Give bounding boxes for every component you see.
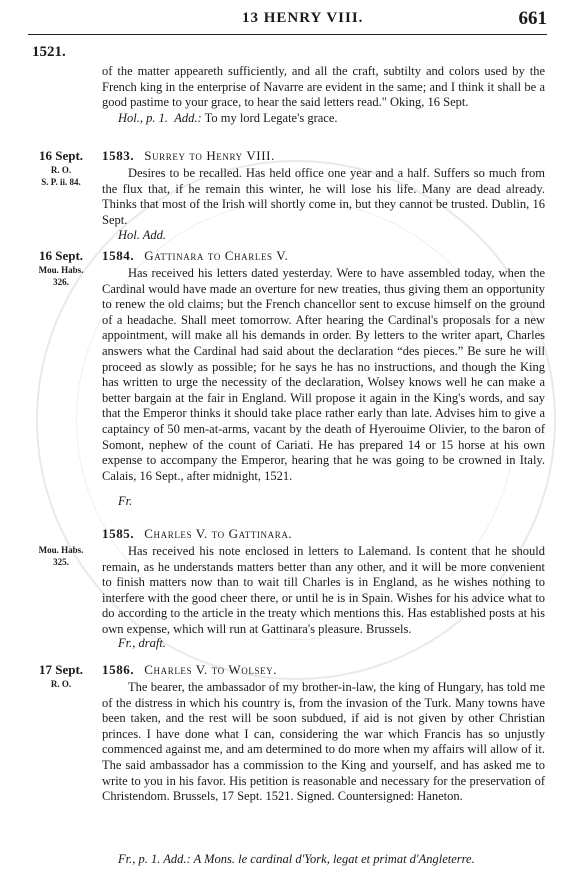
entry-heading xyxy=(102,148,275,164)
entry-source-ref: S. P. ii. 84. xyxy=(41,177,81,187)
entry-source: R. O. xyxy=(50,679,72,689)
entry-number: 1586. xyxy=(102,662,135,677)
entry-heading xyxy=(102,526,292,542)
continuation-text: of the matter appeareth sufficiently, and all the craft, subtilty and colors used by the French king in the enterprise of Navarre are evident in the same; and I think it shall be a good pastime to your grace, to hear the said letters read." Oking, 16 Sept. xyxy=(102,64,545,110)
entry-body: Has received his letters dated yesterday. Were to have assembled today, when the Cardinal would have made an overture for new treaties, thus giving them an opportunity to renew the old claims; but the French chancellor sent to excuse himself on the ground of a headache. Shall meet tomorrow. After hearing the Cardinal's proposals for a new appointment, will make all his demands in order. By letters to the writer apart, Charles answers what the Cardinal had said about the declaration “des pieces.” Be sure he will proceed as slowly as possible; for he says he has no instructions, and though the King has written to urge the necessity of the declaration, Wolsey knows well he can make a better bargain at the fair in England. Will propose it again in the King's words, and say that the Emperor thinks it should take place rather early than late. Advises him to give a captaincy of 50 men-at-arms, vacant by the death of Hyerouime Olivier, to the baron of Somont, nephew of the count of Cariati. He has prepared 14 or 15 horse at his own expense to accompany the Emperor, hearing that he was going to be crowned in Italy. Calais, 16 Sept., after midnight, 1521. xyxy=(102,266,545,483)
entry-footnote: Fr., p. 1. Add.: A Mons. le cardinal d'York, legat et primat d'Angleterre. xyxy=(118,852,475,866)
page-header xyxy=(0,0,567,34)
entry-source: Mou. Habs. xyxy=(38,545,84,555)
entry-number: 1583. xyxy=(102,148,135,163)
entry-title: Charles V. to Wolsey. xyxy=(144,662,278,677)
continuation-footnote xyxy=(118,111,338,127)
entry-source: Mou. Habs. xyxy=(38,265,84,275)
entry-body: The bearer, the ambassador of my brother-in-law, the king of Hungary, has told me of the distress in which his country is, from the invasion of the Turk. Many towns have been taken, and the rest will be soon subdued, if aid is not given by other Christian princes. I have done what I can, considering the war which Francis has so unjustly commenced against me, and am determined to do more when my affairs will allow of it. The said ambassador has a commission to the King and yourself, and has asked me to write to you in his favor. His petition is reasonable and necessary for the preservation of Christendom. Brussels, 17 Sept. 1521. Signed. Countersigned: Haneton. xyxy=(102,680,545,804)
entry-date: 17 Sept. xyxy=(38,662,84,677)
entry-source: R. O. xyxy=(50,165,72,175)
entry-heading xyxy=(102,662,277,678)
running-title: 13 HENRY VIII. xyxy=(242,10,364,26)
page-number: 661 xyxy=(518,8,547,29)
entry-number: 1584. xyxy=(102,248,135,263)
entry-body: Desires to be recalled. Has held office one year and a half. Suffers so much from the flux that, if he remain this winter, he will lose his life. Many are dead already. Thinks that most of the Irish will shortly come in, but they cannot be trusted. Dublin, 16 Sept. xyxy=(102,166,545,227)
entry-footnote: Hol. Add. xyxy=(118,228,167,242)
entry-title: Charles V. to Gattinara. xyxy=(144,526,293,541)
entry-number: 1585. xyxy=(102,526,135,541)
entry-title: Surrey to Henry VIII. xyxy=(144,148,275,163)
header-rule xyxy=(28,34,547,35)
year-tag: 1521. xyxy=(32,44,66,60)
foot-add-label: Add.: xyxy=(174,111,202,125)
entry-title: Gattinara to Charles V. xyxy=(144,248,289,263)
entry-source-ref: 325. xyxy=(53,557,69,567)
entry-source-ref: 326. xyxy=(53,277,69,287)
foot-add-text: To my lord Legate's grace. xyxy=(204,111,338,125)
entry-date: 16 Sept. xyxy=(38,248,84,263)
foot-hol: Hol., p. 1. xyxy=(118,111,168,125)
entry-footnote: Fr., draft. xyxy=(118,636,166,650)
entry-heading xyxy=(102,248,288,264)
entry-date: 16 Sept. xyxy=(38,148,84,163)
entry-body: Has received his note enclosed in letters to Lalemand. Is content that he should remain, as he understands matters better than any other, and it will be more convenient to finish matters now than to wait till Charles is in England, as he wishes nothing to interfere with the good cheer there, or until he is in Spain. Wishes for his advice what to do according to the article in the treaty which mentions this. Has established posts at his own expense, which will run at Gattinara's pleasure. Brussels. xyxy=(102,544,545,636)
entry-footnote: Fr. xyxy=(118,494,133,508)
